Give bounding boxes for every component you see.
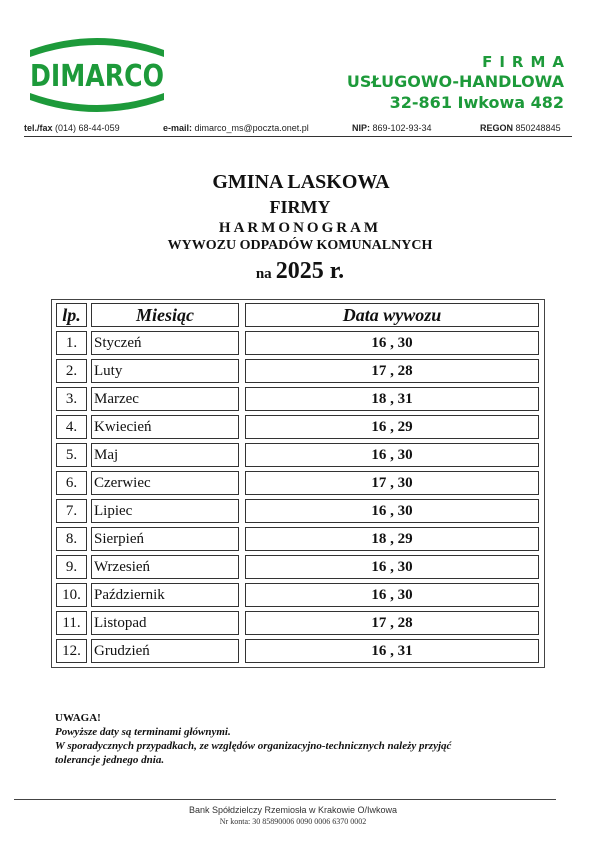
table-row [56,471,540,495]
row-date: 16 , 30 [245,555,539,579]
logo-text: DIMARCO [30,59,164,94]
row-date: 16 , 30 [245,499,539,523]
row-date: 16 , 31 [245,639,539,663]
row-lp: 10. [56,583,87,607]
table-row [56,499,540,523]
table-row [56,639,540,663]
gmina-title: GMINA LASKOWA [212,171,390,193]
table-row [56,555,540,579]
row-month: Marzec [91,387,239,411]
row-lp: 7. [56,499,87,523]
firm-label: FIRMA [482,53,571,71]
firmy-title: FIRMY [269,197,331,217]
row-lp: 11. [56,611,87,635]
year-prefix: na [255,266,272,282]
header-divider [24,136,572,137]
row-month: Sierpień [91,527,239,551]
schedule-subtitle: WYWOZU ODPADÓW KOMUNALNYCH [167,238,433,253]
table-row [56,359,540,383]
note-heading: UWAGA! [55,712,101,724]
table-row [56,387,540,411]
logo-graphic [24,37,170,113]
row-lp: 6. [56,471,87,495]
harmonogram-title: HARMONOGRAM [218,220,382,236]
email: e-mail: dimarco_ms@poczta.onet.pl [163,123,309,133]
nip: NIP: 869-102-93-34 [352,123,432,133]
row-month: Październik [91,583,239,607]
row-month: Wrzesień [91,555,239,579]
row-date: 16 , 30 [245,331,539,355]
row-month: Styczeń [91,331,239,355]
table-row [56,331,540,355]
row-lp: 12. [56,639,87,663]
row-month: Luty [91,359,239,383]
table-header-row [56,303,540,327]
note-block [55,711,451,767]
row-date: 17 , 28 [245,611,539,635]
row-lp: 3. [56,387,87,411]
row-date: 16 , 30 [245,583,539,607]
header-month: Miesiąc [91,303,239,327]
row-lp: 8. [56,527,87,551]
row-date: 18 , 31 [245,387,539,411]
title-block [0,170,600,287]
row-date: 17 , 30 [245,471,539,495]
row-lp: 9. [56,555,87,579]
row-month: Listopad [91,611,239,635]
row-lp: 4. [56,415,87,439]
row-date: 16 , 29 [245,415,539,439]
row-month: Maj [91,443,239,467]
table-row [56,583,540,607]
table-row [56,527,540,551]
bank-account: Nr konta: 30 85890006 0090 0006 6370 0002 [219,817,367,826]
bank-name: Bank Spółdzielczy Rzemiosła w Krakowie O/Iwkowa [188,805,398,815]
firm-address: 32-861 Iwkowa 482 [389,93,564,112]
table-row [56,611,540,635]
row-month: Czerwiec [91,471,239,495]
row-date: 16 , 30 [245,443,539,467]
row-month: Lipiec [91,499,239,523]
row-lp: 1. [56,331,87,355]
table-row [56,443,540,467]
year-line [0,258,600,287]
regon: REGON 850248845 [480,123,561,133]
row-lp: 2. [56,359,87,383]
firm-type: USŁUGOWO-HANDLOWA [346,72,564,91]
row-date: 17 , 28 [245,359,539,383]
footer [0,804,600,828]
tel-fax: tel./fax (014) 68-44-059 [24,123,120,133]
row-month: Kwiecień [91,415,239,439]
note-line-1: Powyższe daty są terminami głównymi. [55,726,231,738]
schedule-table [51,299,545,668]
row-month: Grudzień [91,639,239,663]
dimarco-logo [24,37,170,113]
table-row [56,415,540,439]
row-lp: 5. [56,443,87,467]
row-date: 18 , 29 [245,527,539,551]
header-date: Data wywozu [245,303,539,327]
year-value: 2025 r. [275,258,345,284]
firm-header [346,53,571,113]
note-line-3: tolerancje jednego dnia. [55,754,165,766]
header-lp: lp. [56,303,87,327]
footer-divider [14,799,556,800]
note-line-2: W sporadycznych przypadkach, ze względów organizacyjno-technicznych należy przyjąć [55,740,452,752]
